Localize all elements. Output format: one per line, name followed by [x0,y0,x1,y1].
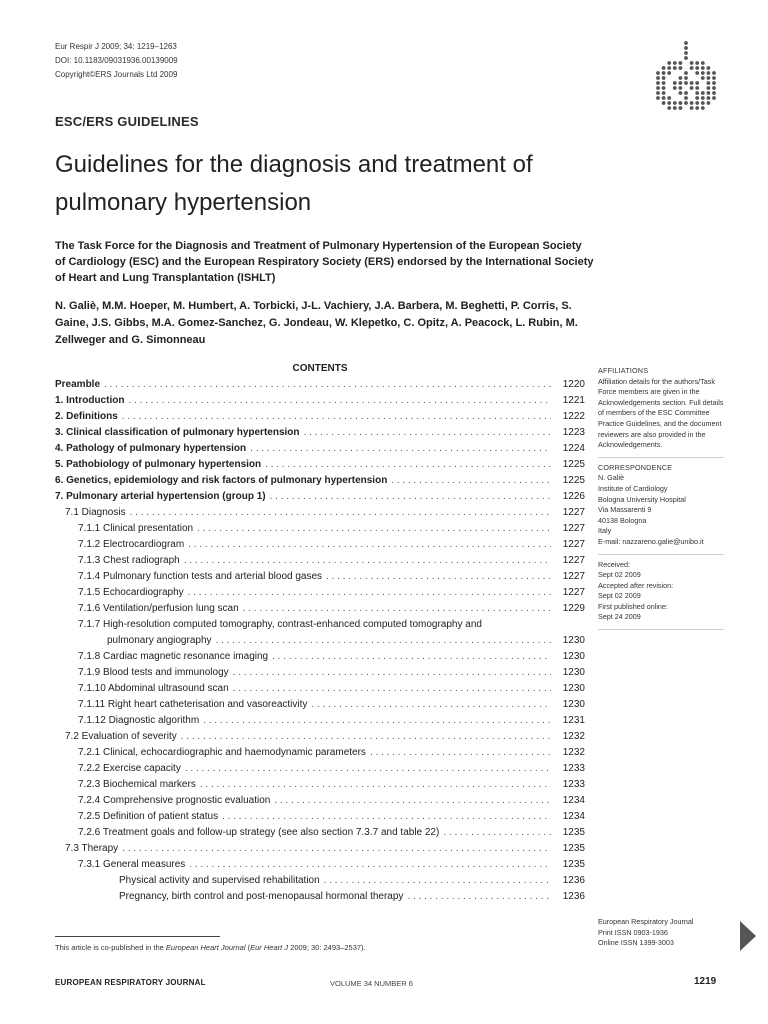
toc-entry-title: 7.1.7 High-resolution computed tomography, contrast-enhanced computed tomography and [78,619,482,630]
footnote-divider [55,936,220,937]
toc-entry-title: 7.2.6 Treatment goals and follow-up strategy (see also section 7.3.7 and table 22) [78,827,440,838]
toc-entry[interactable] [55,489,585,505]
toc-leader-dots [185,761,551,777]
toc-entry[interactable] [55,745,585,761]
toc-leader-dots [265,457,551,473]
toc-leader-dots [188,537,551,553]
toc-entry-title: 1. Introduction [55,395,125,406]
toc-entry-page: 1230 [562,683,585,694]
correspondence-line: Institute of Cardiology [598,483,668,493]
toc-entry-page: 1233 [562,779,585,790]
toc-entry[interactable] [55,473,585,489]
toc-entry[interactable] [55,825,585,841]
toc-leader-dots [443,825,551,841]
toc-entry-page: 1224 [562,443,585,454]
toc-leader-dots [197,521,551,537]
toc-entry[interactable] [55,713,585,729]
toc-leader-dots [104,377,551,393]
toc-entry-title: 7.1 Diagnosis [65,507,126,518]
toc-entry-title: 7.1.2 Electrocardiogram [78,539,185,550]
affiliations-heading: AFFILIATIONS [598,366,649,375]
toc-entry[interactable] [55,681,585,697]
toc-leader-dots [243,601,551,617]
toc-entry[interactable] [55,873,585,889]
toc-entry-page: 1235 [562,827,585,838]
page-number: 1219 [694,976,717,987]
toc-leader-dots [407,889,551,905]
doi-line: DOI: 10.1183/09031936.00139009 [55,56,178,65]
toc-entry[interactable] [55,377,585,393]
task-force-subtitle: The Task Force for the Diagnosis and Treatment of Pulmonary Hypertension of the European Society of Cardiology (ESC) and the European Respiratory Society (ERS) endorsed by the International Society of Heart and Lung Transplantation (ISHLT) [55,240,594,284]
copublication-footnote [55,943,366,952]
toc-entry-title: 7.2.1 Clinical, echocardiographic and haemodynamic parameters [78,747,366,758]
page-title: Guidelines for the diagnosis and treatment of pulmonary hypertension [55,151,533,216]
toc-entry-page: 1230 [562,699,585,710]
toc-entry[interactable] [55,841,585,857]
toc-entry-page: 1232 [562,747,585,758]
toc-entry-title: 7.3 Therapy [65,843,119,854]
correspondence-line: E-mail: nazzareno.galie@unibo.it [598,536,704,546]
contents-heading: CONTENTS [292,363,348,374]
toc-entry[interactable] [55,601,585,617]
sidebar-divider [598,629,724,630]
correspondence-block [598,463,728,548]
footnote-suffix: 2009; 30: 2493–2537). [288,943,366,952]
affiliations-block [598,366,728,451]
toc-leader-dots [189,857,551,873]
toc-entry[interactable] [55,585,585,601]
correspondence-line: Via Massarenti 9 [598,505,652,515]
toc-entry-page: 1235 [562,843,585,854]
footnote-abbr: Eur Heart J [250,943,289,952]
toc-entry[interactable] [55,665,585,681]
correspondence-line: 40138 Bologna [598,515,647,525]
toc-entry[interactable] [55,505,585,521]
toc-entry-title: 6. Genetics, epidemiology and risk factors of pulmonary hypertension [55,475,388,486]
toc-entry[interactable] [55,393,585,409]
sidebar-divider [598,457,724,458]
next-page-arrow-icon[interactable] [740,921,756,951]
toc-entry-page: 1222 [562,411,585,422]
date-line: Sept 02 2009 [598,591,641,601]
sidebar [598,366,728,635]
toc-entry[interactable] [55,425,585,441]
toc-entry-title: 7.2 Evaluation of severity [65,731,177,742]
toc-entry-title: Physical activity and supervised rehabilitation [119,875,320,886]
toc-leader-dots [130,505,551,521]
journal-info [598,917,728,949]
toc-entry-page: 1227 [562,555,585,566]
toc-entry-title: 7.1.12 Diagnostic algorithm [78,715,200,726]
toc-entry[interactable] [55,729,585,745]
toc-leader-dots [274,793,551,809]
toc-entry-title: Pregnancy, birth control and post-menopausal hormonal therapy [119,891,404,902]
toc-entry-title: 7.1.8 Cardiac magnetic resonance imaging [78,651,269,662]
toc-entry-page: 1221 [562,395,585,406]
toc-entry[interactable] [55,441,585,457]
journal-info-line: Online ISSN 1399-3003 [598,938,674,948]
toc-entry-title: pulmonary angiography [107,635,212,646]
affiliations-text: Affiliation details for the authors/Task Force members are given in the Acknowledgements section. Full details of members of the ESC Committee Practice Guidelines, and the document reviewers are also provided in the Acknowledgements. [598,376,724,450]
footnote-journal: European Heart Journal [165,943,246,952]
toc-entry-title: 3. Clinical classification of pulmonary hypertension [55,427,300,438]
correspondence-line: Bologna University Hospital [598,494,686,504]
toc-entry[interactable] [55,569,585,585]
toc-leader-dots [370,745,551,761]
toc-entry[interactable] [55,889,585,905]
copyright-line: Copyright©ERS Journals Ltd 2009 [55,70,178,79]
toc-entry-page: 1230 [562,667,585,678]
toc-entry-page: 1227 [562,507,585,518]
toc-entry-page: 1235 [562,859,585,870]
citation-block [55,40,178,82]
toc-entry-title: 2. Definitions [55,411,118,422]
toc-entry-page: 1225 [562,475,585,486]
toc-entry-page: 1225 [562,459,585,470]
toc-entry-page: 1236 [562,875,585,886]
toc-entry-title: 7.3.1 General measures [78,859,186,870]
toc-leader-dots [122,841,551,857]
toc-leader-dots [128,393,551,409]
toc-leader-dots [122,409,551,425]
section-label: ESC/ERS GUIDELINES [55,114,199,129]
toc-entry-page: 1233 [562,763,585,774]
toc-leader-dots [391,473,551,489]
date-line: Sept 02 2009 [598,570,641,580]
toc-entry-page: 1231 [562,715,585,726]
toc-entry-title: 7.2.4 Comprehensive prognostic evaluation [78,795,271,806]
sidebar-divider [598,554,724,555]
toc-entry-title: 7.1.11 Right heart catheterisation and vasoreactivity [78,699,308,710]
footnote-middle: ( [245,943,251,952]
toc-leader-dots [324,873,551,889]
toc-entry[interactable] [55,857,585,873]
correspondence-lines [598,473,728,547]
toc-entry-title: 7.2.3 Biochemical markers [78,779,196,790]
toc-entry-title: 7.1.9 Blood tests and immunology [78,667,229,678]
toc-entry[interactable] [55,553,585,569]
toc-entry-page: 1234 [562,811,585,822]
toc-leader-dots [233,665,551,681]
toc-leader-dots [326,569,551,585]
date-line: Sept 24 2009 [598,612,641,622]
journal-info-line: Print ISSN 0903-1936 [598,927,668,937]
toc-entry-page: 1227 [562,539,585,550]
footer-volume: VOLUME 34 NUMBER 6 [330,979,413,988]
correspondence-line: Italy [598,526,612,536]
author-list: N. Galiè, M.M. Hoeper, M. Humbert, A. Torbicki, J-L. Vachiery, J.A. Barbera, M. Beghetti, P. Corris, S. Gaine, J.S. Gibbs, M.A. Gomez-Sanchez, G. Jondeau, W. Klepetko, C. Opitz, A. Peacock, L. Rubin, M. Zellweger and G. Simonneau [55,300,578,346]
toc-entry-title: 7.1.4 Pulmonary function tests and arterial blood gases [78,571,323,582]
toc-entry-title: 7.1.5 Echocardiography [78,587,184,598]
toc-leader-dots [270,489,551,505]
footer-journal-name: EUROPEAN RESPIRATORY JOURNAL [55,978,206,987]
toc-leader-dots [311,697,551,713]
toc-leader-dots [272,649,551,665]
toc-entry-title: 7.1.6 Ventilation/perfusion lung scan [78,603,239,614]
toc-leader-dots [184,553,551,569]
toc-entry[interactable] [55,537,585,553]
toc-entry-page: 1220 [562,379,585,390]
toc-entry-title: 7.2.2 Exercise capacity [78,763,181,774]
toc-leader-dots [233,681,551,697]
toc-leader-dots [216,633,551,649]
toc-entry-title: 7.1.1 Clinical presentation [78,523,194,534]
toc-leader-dots [181,729,551,745]
toc-entry-page: 1227 [562,587,585,598]
toc-entry-page: 1227 [562,571,585,582]
toc-leader-dots [222,809,551,825]
toc-entry-page: 1234 [562,795,585,806]
toc-entry[interactable] [55,761,585,777]
correspondence-heading: CORRESPONDENCE [598,462,673,472]
toc-entry-page: 1223 [562,427,585,438]
toc-entry[interactable] [55,521,585,537]
toc-leader-dots [203,713,551,729]
table-of-contents [55,377,585,905]
date-line: First published online: [598,601,668,611]
toc-entry-page: 1226 [562,491,585,502]
toc-entry-title: 7.1.3 Chest radiograph [78,555,180,566]
toc-leader-dots [304,425,551,441]
toc-entry-page: 1227 [562,523,585,534]
toc-entry[interactable] [55,457,585,473]
toc-entry[interactable] [55,697,585,713]
toc-entry[interactable] [55,809,585,825]
footnote-prefix: This article is co-published in the [55,943,166,952]
toc-entry[interactable] [55,633,585,649]
toc-entry-page: 1230 [562,635,585,646]
toc-entry[interactable] [55,617,585,633]
publication-dates [598,560,728,624]
toc-entry[interactable] [55,793,585,809]
toc-entry-title: 7.2.5 Definition of patient status [78,811,219,822]
toc-entry-page: 1236 [562,891,585,902]
toc-entry[interactable] [55,649,585,665]
toc-leader-dots [250,441,551,457]
toc-leader-dots [200,777,551,793]
ers-lungs-logo-icon [655,40,717,112]
toc-entry-page: 1230 [562,651,585,662]
toc-entry[interactable] [55,409,585,425]
toc-entry-page: 1232 [562,731,585,742]
toc-entry-page: 1229 [562,603,585,614]
date-line: Accepted after revision: [598,580,674,590]
date-line: Received: [598,559,630,569]
toc-entry[interactable] [55,777,585,793]
correspondence-line: N. Galiè [598,473,624,483]
toc-entry-title: 7. Pulmonary arterial hypertension (group 1) [55,491,266,502]
toc-entry-title: 4. Pathology of pulmonary hypertension [55,443,247,454]
toc-entry-title: 7.1.10 Abdominal ultrasound scan [78,683,229,694]
toc-entry-title: Preamble [55,379,101,390]
toc-leader-dots [188,585,551,601]
journal-info-line: European Respiratory Journal [598,917,694,926]
citation-line: Eur Respir J 2009; 34: 1219–1263 [55,42,177,51]
toc-entry-title: 5. Pathobiology of pulmonary hypertension [55,459,262,470]
